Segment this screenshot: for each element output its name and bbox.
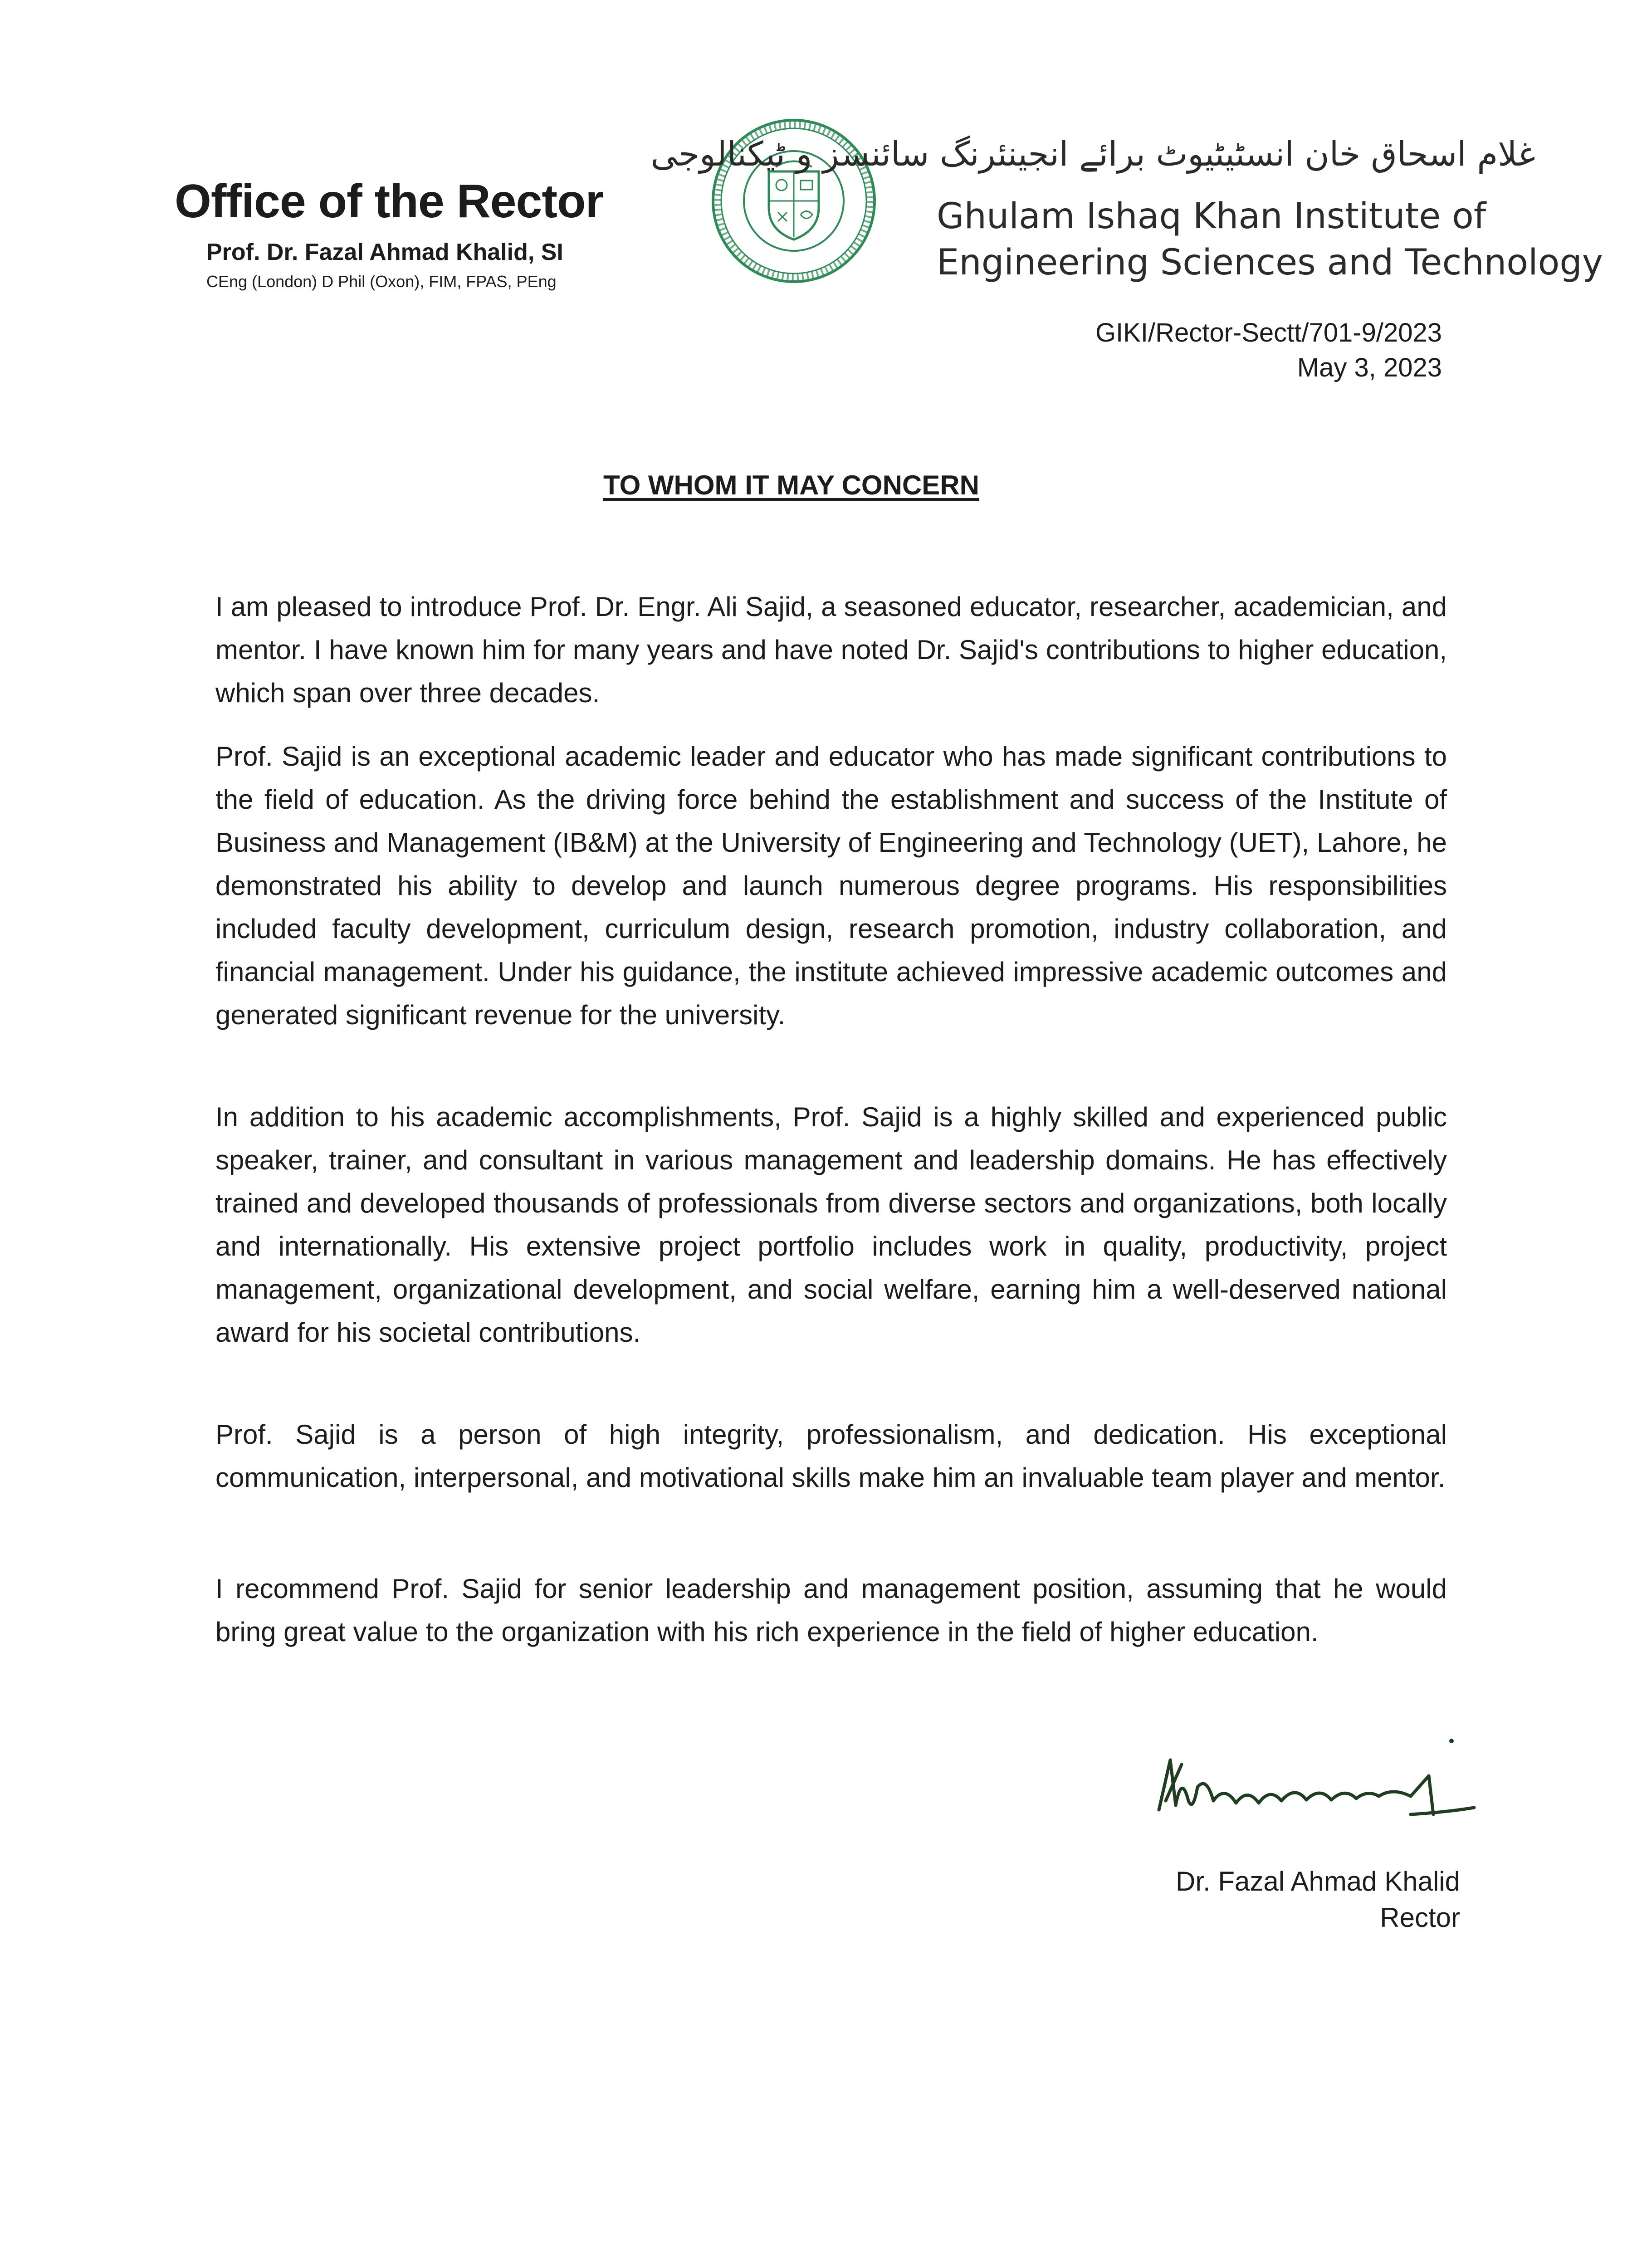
signatory-name: Dr. Fazal Ahmad Khalid — [1176, 1866, 1460, 1897]
institute-name-urdu: غلام اسحاق خان انسٹیٹیوٹ برائے انجینئرنگ سائنسز و ٹیکنالوجی — [650, 135, 1535, 174]
body-paragraph-5: I recommend Prof. Sajid for senior leadership and management position, assuming that he would bring great value to the organization with his rich experience in the field of higher education. — [215, 1574, 1447, 1647]
handwritten-signature — [1139, 1733, 1483, 1837]
salutation-heading: TO WHOM IT MAY CONCERN — [603, 470, 979, 500]
reference-number: GIKI/Rector-Sectt/701-9/2023 — [1095, 318, 1442, 347]
body-paragraph-3: In addition to his academic accomplishments, Prof. Sajid is a highly skilled and experienced public speaker, trainer, and consultant in various management and leadership domains. He has effectively trained and developed thousands of professionals from diverse sectors and organizations, both locally and internationally. His extensive project portfolio includes work in quality, productivity, project management, organizational development, and social welfare, earning him a well-deserved national award for his societal contributions. — [215, 1102, 1447, 1348]
institute-name-line1: Ghulam Ishaq Khan Institute of — [937, 196, 1486, 237]
office-title: Office of the Rector — [175, 175, 603, 228]
rector-qualifications: CEng (London) D Phil (Oxon), FIM, FPAS, PEng — [206, 272, 557, 291]
rector-name: Prof. Dr. Fazal Ahmad Khalid, SI — [206, 239, 563, 265]
body-paragraph-2: Prof. Sajid is an exceptional academic leader and educator who has made significant contributions to the field of education. As the driving force behind the establishment and success of the Institute of Business and Management (IB&M) at the University of Engineering and Technology (UET), Lahore, he demonstrated his ability to develop and launch numerous degree programs. His responsibilities included faculty development, curriculum design, research promotion, industry collaboration, and financial management. Under his guidance, the institute achieved impressive academic outcomes and generated significant revenue for the university. — [215, 741, 1447, 1030]
signatory-title: Rector — [1380, 1902, 1460, 1933]
body-paragraph-1: I am pleased to introduce Prof. Dr. Engr. Ali Sajid, a seasoned educator, researcher, academician, and mentor. I have known him for many years and have noted Dr. Sajid's contributions to higher education, which span over three decades. — [215, 591, 1447, 708]
institute-name-line2: Engineering Sciences and Technology — [937, 242, 1603, 283]
letter-date: May 3, 2023 — [1297, 353, 1442, 382]
body-paragraph-4: Prof. Sajid is a person of high integrity, professionalism, and dedication. His exceptional communication, interpersonal, and motivational skills make him an invaluable team player and mentor. — [215, 1419, 1447, 1493]
